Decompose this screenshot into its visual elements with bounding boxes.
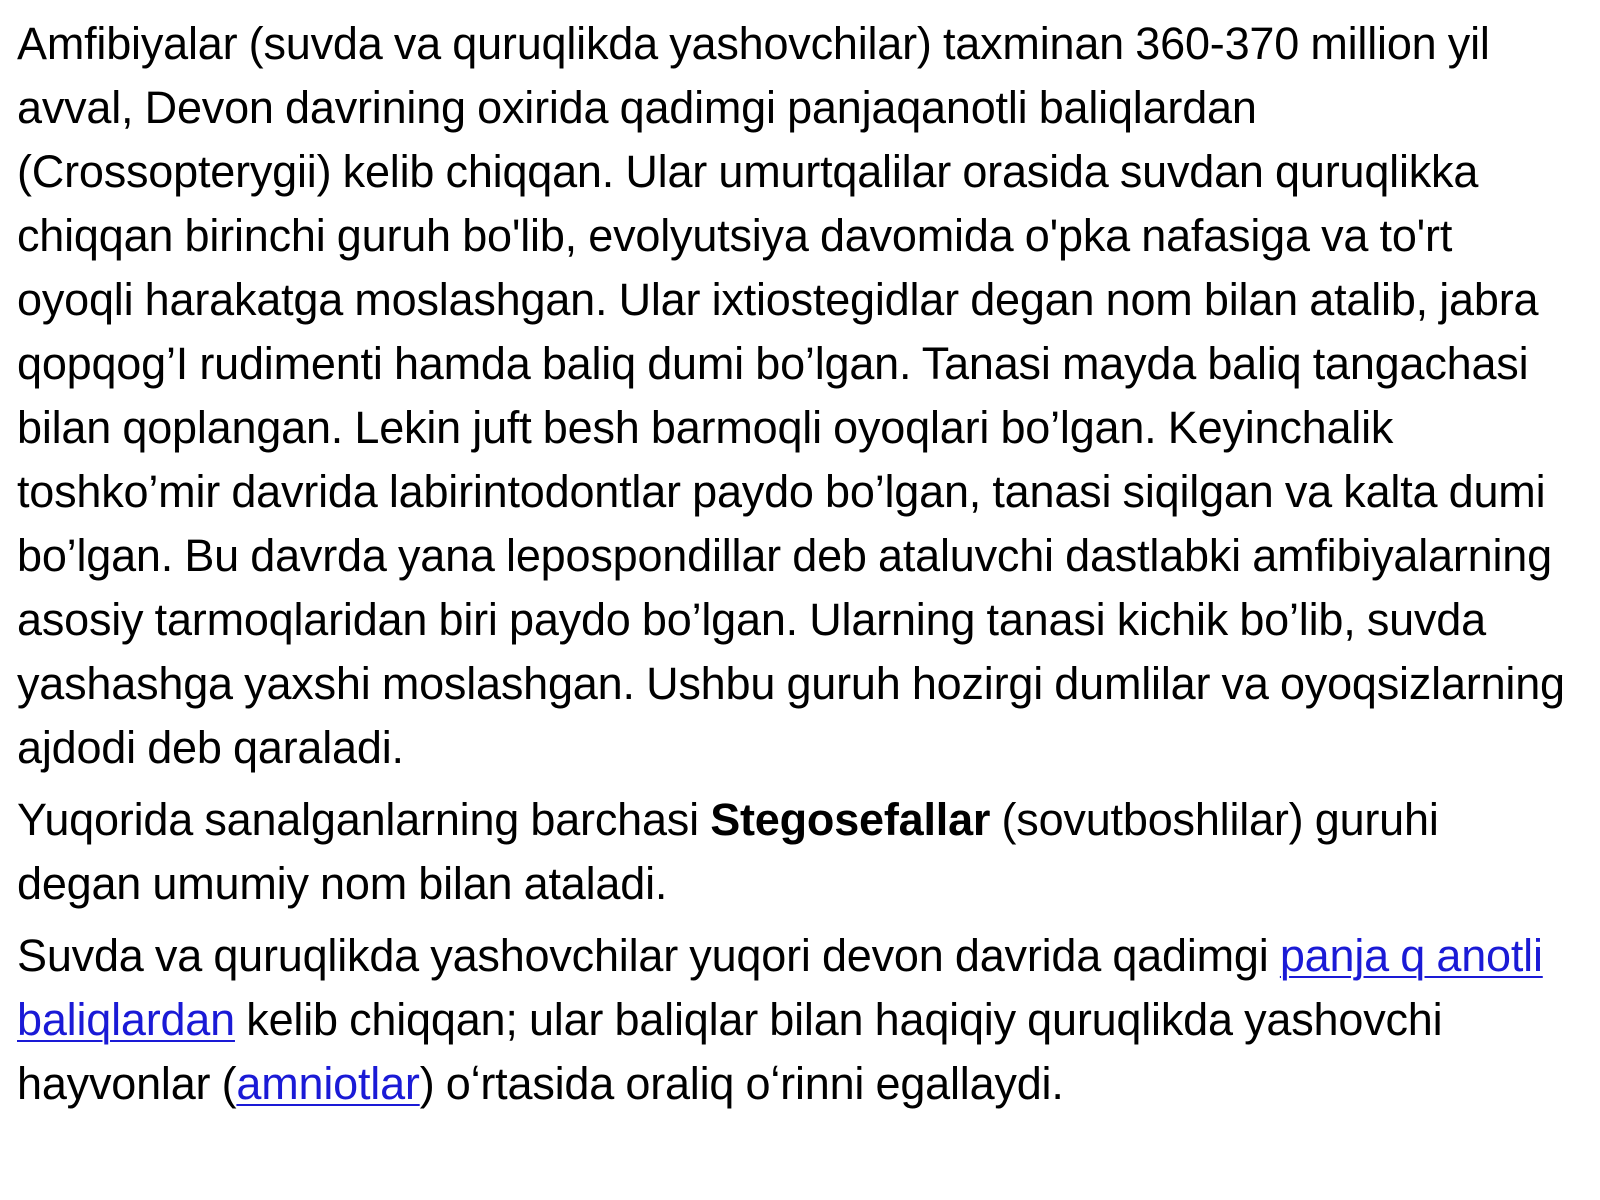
paragraph-stegocephalia (17, 788, 1547, 916)
paragraph-evolution-text-end: ) oʻrtasida oraliq oʻrinni egallaydi. (419, 1058, 1064, 1109)
slide-content (17, 12, 1577, 1116)
paragraph-stegocephalia-text-start: Yuqorida sanalganlarning barchasi (17, 794, 711, 845)
paragraph-amphibian-origin: Amfibiyalar (suvda va quruqlikda yashovchilar) taxminan 360-370 million yil avval, Devon davrining oxirida qadimgi panjaqanotli baliqlardan (Crossopterygii) kelib chiqqan. Ular umurtqalilar orasida suvdan quruqlikka chiqqan birinchi guruh bo'lib, evolyutsiya davomida o'pka nafasiga va to'rt oyoqli harakatga moslashgan. Ular ixtiostegidlar degan nom bilan atalib, jabra qopqog’I rudimenti hamda baliq dumi bo’lgan. Tanasi mayda baliq tangachasi bilan qoplangan. Lekin juft besh barmoqli oyoqlari bo’lgan. Keyinchalik toshko’mir davrida labirintodontlar paydo bo’lgan, tanasi siqilgan va kalta dumi bo’lgan. Bu davrda yana lepospondillar deb ataluvchi dastlabki amfibiyalarning asosiy tarmoqlaridan biri paydo bo’lgan. Ularning tanasi kichik bo’lib, suvda yashashga yaxshi moslashgan. Ushbu guruh hozirgi dumlilar va oyoqsizlarning ajdodi deb qaraladi. (17, 18, 1565, 773)
paragraph-evolution-text-start: Suvda va quruqlikda yashovchilar yuqori devon davrida qadimgi (17, 930, 1280, 981)
paragraph-stegocephalia-text-end: (sovutboshlilar) guruhi degan umumiy nom bilan ataladi. (17, 794, 1439, 909)
paragraph-evolution-summary (17, 924, 1577, 1116)
link-amniotes[interactable]: amniotlar (236, 1058, 420, 1109)
paragraph-evolution-text-middle: kelib chiqqan; ular baliqlar bilan haqiqiy quruqlikda yashovchi hayvonlar ( (17, 994, 1443, 1109)
term-stegosefallar: Stegosefallar (710, 794, 991, 845)
link-lobe-finned-fishes[interactable]: panja q anotli baliqlardan (17, 930, 1543, 1045)
